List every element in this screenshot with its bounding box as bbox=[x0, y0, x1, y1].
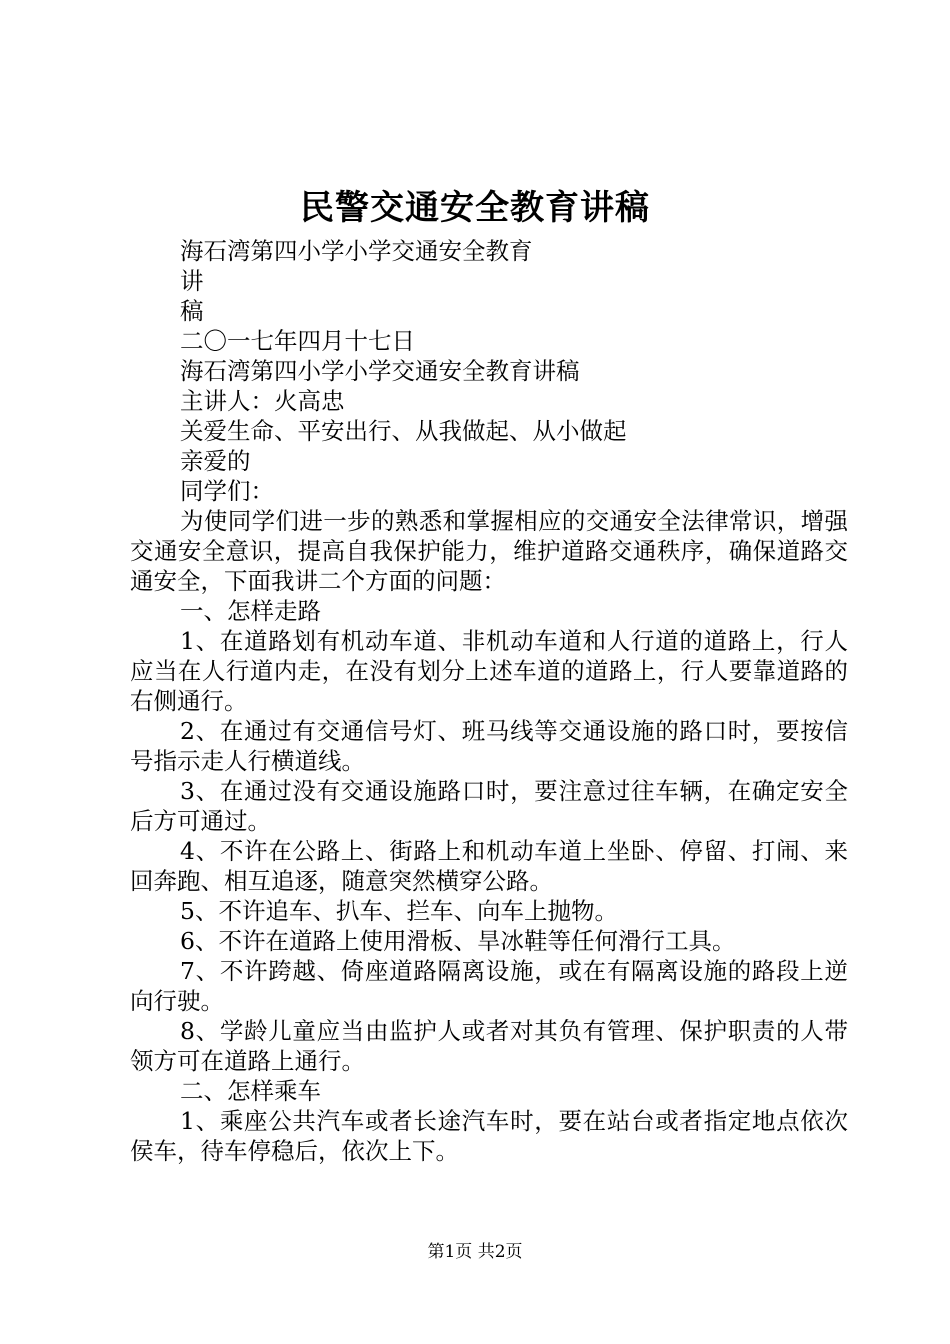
header-line-date: 二〇一七年四月十七日 bbox=[180, 327, 415, 355]
rule-item-3: 3、在通过没有交通设施路口时，要注意过往车辆，在确定安全后方可通过。 bbox=[130, 777, 848, 835]
header-line-students: 同学们： bbox=[180, 477, 274, 505]
rule-item-6: 6、不许在道路上使用滑板、旱冰鞋等任何滑行工具。 bbox=[180, 927, 736, 955]
header-line-slogan: 关爱生命、平安出行、从我做起、从小做起 bbox=[180, 417, 627, 445]
rule-item-7: 7、不许跨越、倚座道路隔离设施，或在有隔离设施的路段上逆向行驶。 bbox=[130, 957, 848, 1015]
header-line-greeting: 亲爱的 bbox=[180, 447, 251, 475]
rule-item-2: 2、在通过有交通信号灯、班马线等交通设施的路口时，要按信号指示走人行横道线。 bbox=[130, 717, 848, 775]
rule-item-1: 1、在道路划有机动车道、非机动车道和人行道的道路上，行人应当在人行道内走，在没有划分上述车道的道路上，行人要靠道路的右侧通行。 bbox=[130, 627, 848, 715]
section-heading-riding: 二、怎样乘车 bbox=[180, 1077, 321, 1105]
document-title: 民警交通安全教育讲稿 bbox=[300, 188, 650, 228]
header-line-school: 海石湾第四小学小学交通安全教育 bbox=[180, 237, 533, 265]
riding-item-1: 1、乘座公共汽车或者长途汽车时，要在站台或者指定地点依次侯车，待车停稳后，依次上下。 bbox=[130, 1107, 848, 1165]
header-line-subtitle: 海石湾第四小学小学交通安全教育讲稿 bbox=[180, 357, 580, 385]
rule-item-8: 8、学龄儿童应当由监护人或者对其负有管理、保护职责的人带领方可在道路上通行。 bbox=[130, 1017, 848, 1075]
header-line-speaker: 主讲人：火高忠 bbox=[180, 387, 345, 415]
page-footer: 第1页 共2页 bbox=[427, 1242, 523, 1262]
section-heading-walking: 一、怎样走路 bbox=[180, 597, 321, 625]
document-body bbox=[130, 236, 848, 1166]
rule-item-5: 5、不许追车、扒车、拦车、向车上抛物。 bbox=[180, 897, 618, 925]
header-line-gao: 稿 bbox=[180, 297, 204, 325]
header-line-jiang: 讲 bbox=[180, 267, 204, 295]
paragraph-intro: 为使同学们进一步的熟悉和掌握相应的交通安全法律常识，增强交通安全意识，提高自我保护能力，维护道路交通秩序，确保道路交通安全，下面我讲二个方面的问题： bbox=[130, 507, 848, 595]
rule-item-4: 4、不许在公路上、街路上和机动车道上坐卧、停留、打闹、来回奔跑、相互追逐，随意突然横穿公路。 bbox=[130, 837, 848, 895]
